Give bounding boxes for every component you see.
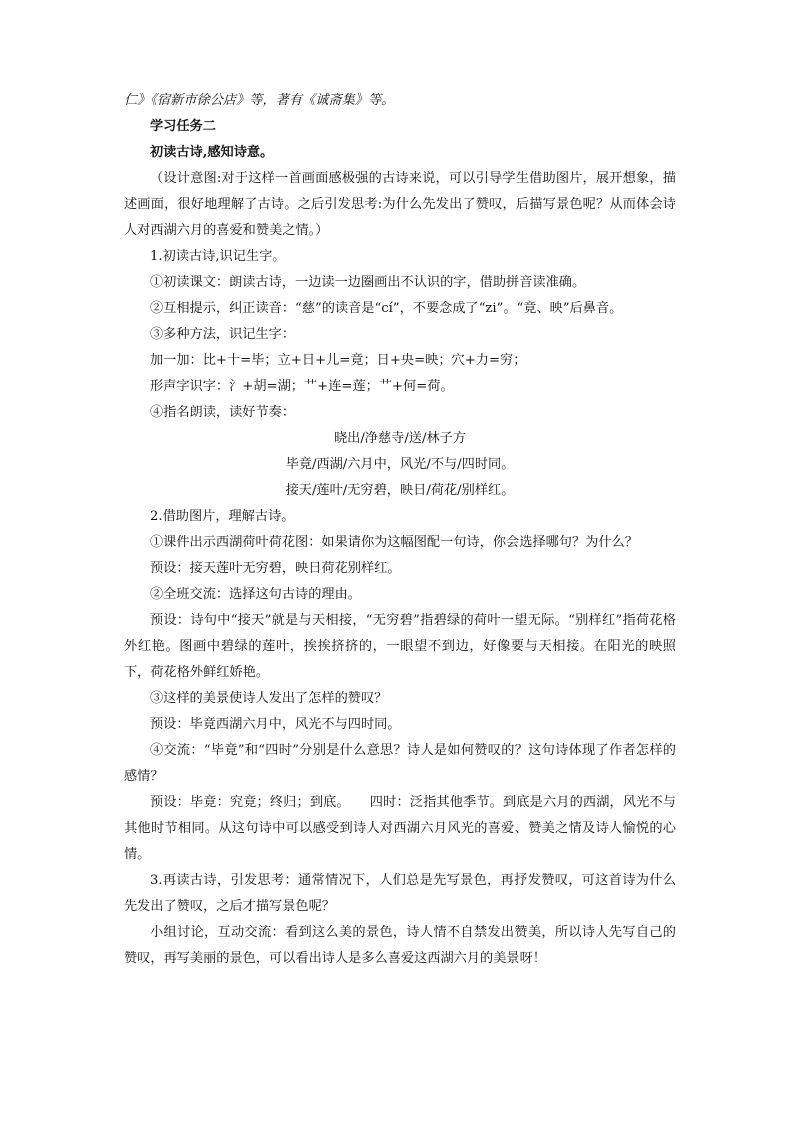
document-body bbox=[124, 88, 676, 972]
task-heading: 学习任务二 bbox=[150, 119, 216, 134]
character-phonetic-method: 形声字识字：氵+胡=湖；艹+连=莲；艹+何=荷。 bbox=[150, 379, 454, 394]
preset-answer-2: 预设：诗句中“接天”就是与天相接，“无穷碧”指碧绿的荷叶一望无际。“别样红”指荷花格外红艳。图画中碧绿的莲叶，挨挨挤挤的，一眼望不到边，好像要与天相接。在阳光的映照下，荷花格外鲜红娇艳。 bbox=[124, 613, 676, 680]
preset-answer-3: 预设：毕竟西湖六月中，风光不与四时同。 bbox=[150, 717, 401, 732]
poem-title-rhythm: 晓出/净慈寺/送/林子方 bbox=[333, 431, 467, 446]
design-intent-paragraph: （设计意图:对于这样一首画面感极强的古诗来说，可以引导学生借助图片，展开想象，描述画面，很好地理解了古诗。之后引发思考:为什么先发出了赞叹，后描写景色呢？从而体会诗人对西湖六月的喜爱和赞美之情。） bbox=[124, 171, 676, 238]
poem-line-1-rhythm: 毕竟/西湖/六月中，风光/不与/四时同。 bbox=[285, 457, 515, 472]
step-1-item-1: ①初读课文：朗读古诗，一边读一边圈画出不认识的字，借助拼音读准确。 bbox=[150, 275, 586, 290]
poem-line-2-rhythm: 接天/莲叶/无穷碧，映日/荷花/别样红。 bbox=[285, 483, 515, 498]
step-1-item-2: ②互相提示，纠正读音：“慈”的读音是“cí”，不要念成了“zi”。“竟、映”后鼻音。 bbox=[150, 301, 623, 316]
task-subheading: 初读古诗,感知诗意。 bbox=[150, 145, 274, 160]
step-2-item-4: ④交流：“毕竟”和“四时”分别是什么意思？诗人是如何赞叹的？这句诗体现了作者怎样的感情？ bbox=[124, 743, 676, 784]
group-discussion-paragraph: 小组讨论，互动交流：看到这么美的景色，诗人情不自禁发出赞美，所以诗人先写自己的赞叹，再写美丽的景色，可以看出诗人是多么喜爱这西湖六月的美景呀！ bbox=[124, 925, 676, 966]
step-2-item-1: ①课件出示西湖荷叶荷花图：如果请你为这幅图配一句诗，你会选择哪句？为什么？ bbox=[150, 535, 638, 550]
step-3-paragraph: 3.再读古诗，引发思考：通常情况下，人们总是先写景色，再抒发赞叹，可这首诗为什么先发出了赞叹，之后才描写景色呢？ bbox=[124, 873, 676, 914]
step-2-item-2: ②全班交流：选择这句古诗的理由。 bbox=[150, 587, 361, 602]
step-1-item-3: ③多种方法，识记生字： bbox=[150, 327, 296, 342]
character-add-method: 加一加：比+十=毕；立+日+儿=竟；日+央=映；穴+力=穷； bbox=[150, 353, 527, 368]
step-2-heading: 2.借助图片，理解古诗。 bbox=[150, 509, 295, 524]
preset-answer-1: 预设：接天莲叶无穷碧，映日荷花别样红。 bbox=[150, 561, 401, 576]
author-works-line: 仁》《宿新市徐公店》等，著有《诚斋集》等。 bbox=[124, 93, 395, 108]
step-1-heading: 1.初读古诗,识记生字。 bbox=[150, 249, 286, 264]
step-2-item-3: ③这样的美景使诗人发出了怎样的赞叹？ bbox=[150, 691, 388, 706]
preset-answer-4: 预设：毕竟：究竟；终归；到底。 四时：泛指其他季节。到底是六月的西湖，风光不与其他时节相同。从这句诗中可以感受到诗人对西湖六月风光的喜爱、赞美之情及诗人愉悦的心情。 bbox=[124, 795, 676, 862]
step-1-item-4: ④指名朗读，读好节奏： bbox=[150, 405, 296, 420]
